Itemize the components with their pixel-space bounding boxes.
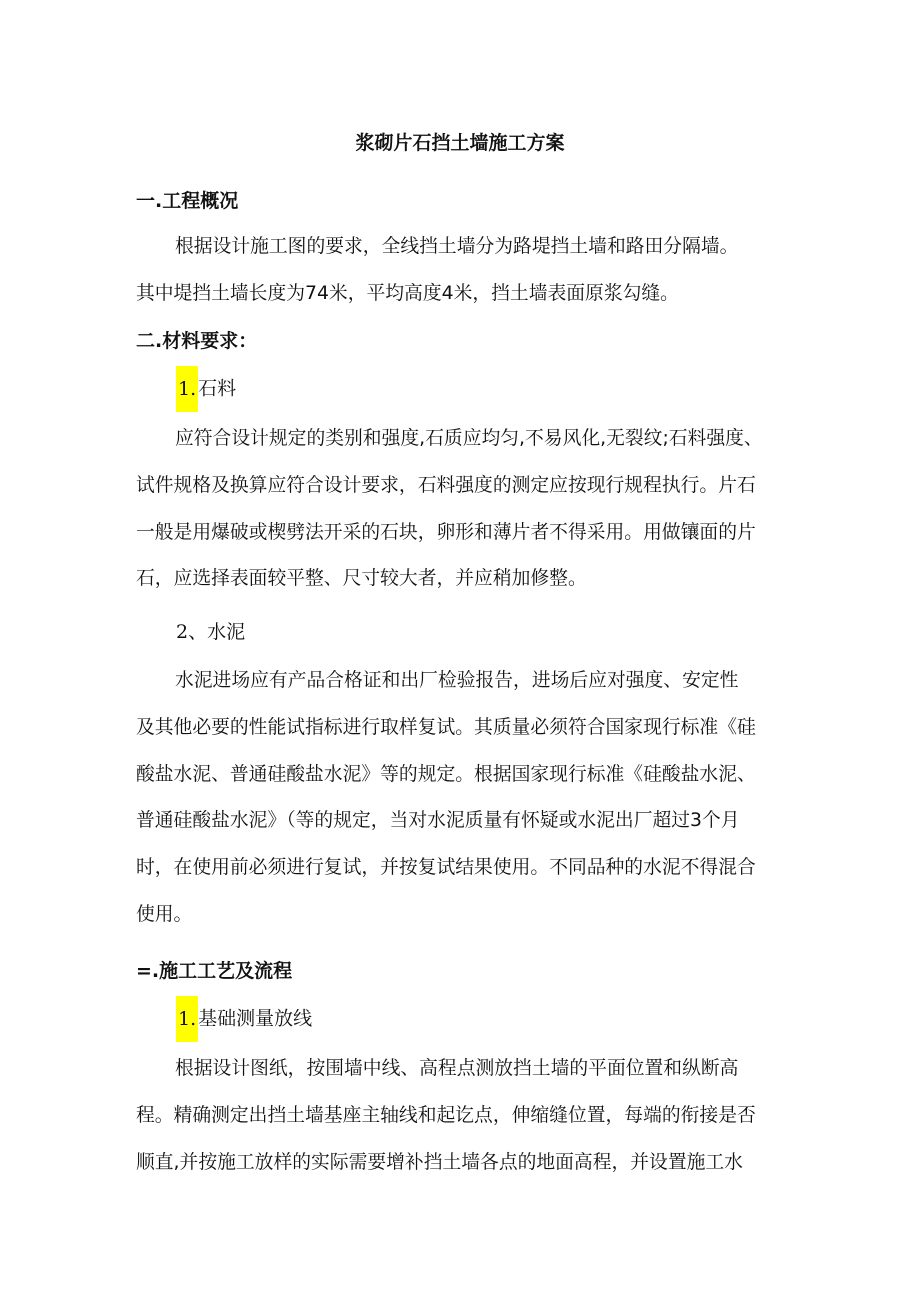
section-heading-process: =.施工工艺及流程 xyxy=(136,960,293,982)
text-line: 程。精确测定出挡土墙基座主轴线和起讫点，伸缩缝位置，每端的衔接是否 xyxy=(136,1104,756,1126)
subheading-label: 水泥 xyxy=(207,621,246,643)
text-line: 顺直,并按施工放样的实际需要增补挡土墙各点的地面高程，并设置施工水 xyxy=(136,1151,743,1173)
subheading-label: 石料 xyxy=(198,377,237,400)
paragraph-survey xyxy=(136,1046,790,1186)
text-line: 及其他必要的性能试指标进行取样复试。其质量必须符合国家现行标准《硅 xyxy=(136,716,756,738)
text-line: 水泥进场应有产品合格证和出厂检验报告，进场后应对强度、安定性 xyxy=(175,670,739,691)
text-line: 试件规格及换算应符合设计要求，石料强度的测定应按现行规程执行。片石 xyxy=(136,474,756,496)
text-line: 使用。 xyxy=(136,903,193,925)
subheading-label: 基础测量放线 xyxy=(198,1007,313,1030)
text-line: 其中堤挡土墙长度为74米，平均高度4米，挡土墙表面原浆勾缝。 xyxy=(136,282,679,304)
text-line: 石，应选择表面较平整、尺寸较大者，并应稍加修整。 xyxy=(136,568,587,590)
highlighted-number: 1. xyxy=(176,996,198,1042)
paragraph-stone xyxy=(136,416,790,603)
subheading-survey xyxy=(176,996,312,1042)
section-heading-materials: 二.材料要求： xyxy=(136,330,258,352)
paragraph-overview xyxy=(136,224,790,318)
text-line: 根据设计图纸，按围墙中线、高程点测放挡土墙的平面位置和纵断高 xyxy=(175,1058,739,1079)
subheading-cement xyxy=(176,615,245,649)
text-line: 时，在使用前必须进行复试，并按复试结果使用。不同品种的水泥不得混合 xyxy=(136,857,756,879)
text-line: 根据设计施工图的要求，全线挡土墙分为路堤挡土墙和路田分隔墙。 xyxy=(175,236,739,257)
text-line: 普通硅酸盐水泥》（等的规定，当对水泥质量有怀疑或水泥出厂超过3个月 xyxy=(136,810,740,832)
item-number: 2、 xyxy=(176,621,208,643)
paragraph-cement xyxy=(136,658,790,939)
text-line: 应符合设计规定的类别和强度,石质应均匀,不易风化,无裂纹;石料强度、 xyxy=(175,428,763,449)
highlighted-number: 1. xyxy=(176,366,198,412)
section-heading-overview: 一.工程概况 xyxy=(136,190,239,212)
text-line: 酸盐水泥、普通硅酸盐水泥》等的规定。根据国家现行标准《硅酸盐水泥、 xyxy=(136,763,756,785)
text-line: 一般是用爆破或楔劈法开采的石块，卵形和薄片者不得采用。用做镶面的片 xyxy=(136,521,756,543)
document-title: 浆砌片石挡土墙施工方案 xyxy=(355,132,565,154)
subheading-stone xyxy=(176,366,236,412)
